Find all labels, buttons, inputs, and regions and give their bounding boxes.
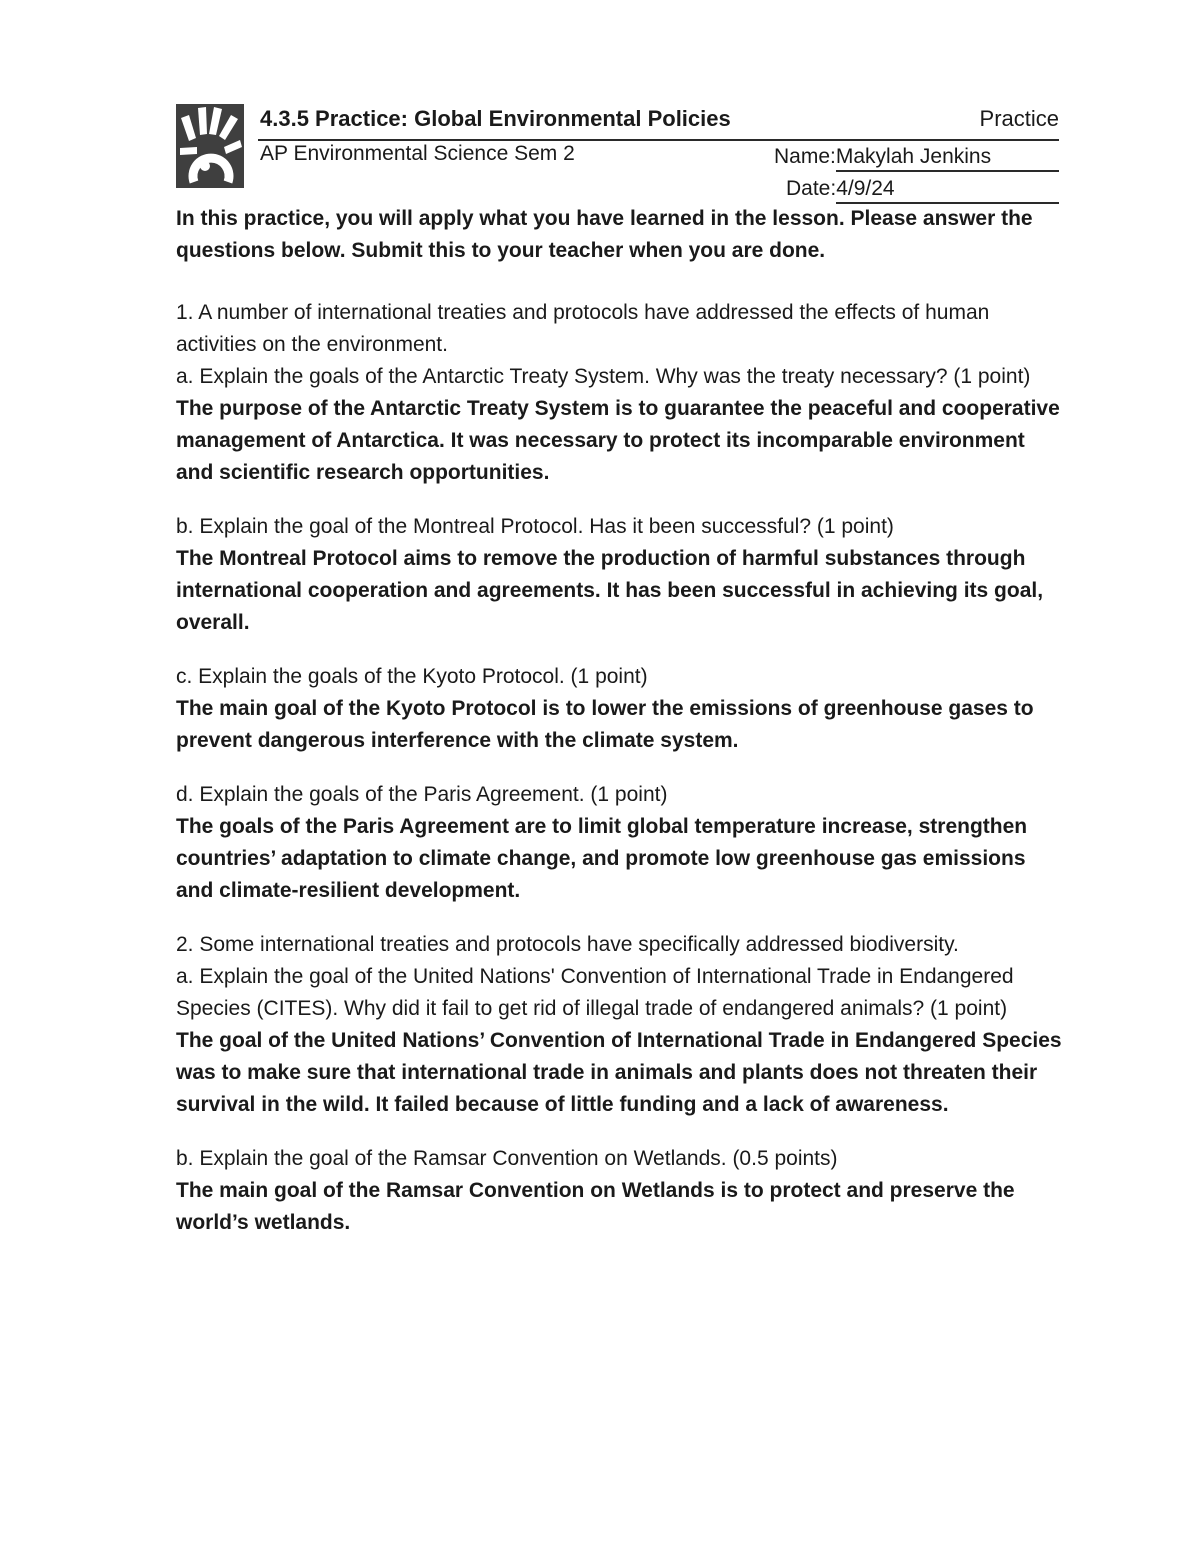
instructions: In this practice, you will apply what you have learned in the lesson. Please answer the questions below. Submit this to your teacher when you are done. bbox=[176, 207, 1033, 262]
question-1d: d. Explain the goals of the Paris Agreement. (1 point) bbox=[176, 783, 668, 806]
name-value: Makylah Jenkins bbox=[835, 145, 992, 168]
answer-1b: The Montreal Protocol aims to remove the production of harmful substances through international cooperation and agreements. It has been successful in achieving its goal, overall. bbox=[176, 547, 1044, 634]
name-underline bbox=[836, 170, 1059, 172]
date-value: 4/9/24 bbox=[836, 177, 895, 200]
question-2b: b. Explain the goal of the Ramsar Convention on Wetlands. (0.5 points) bbox=[176, 1147, 838, 1170]
question-2-intro: 2. Some international treaties and protocols have specifically addressed biodiversity. bbox=[176, 933, 959, 956]
document-title: 4.3.5 Practice: Global Environmental Policies bbox=[260, 106, 731, 131]
question-1a: a. Explain the goals of the Antarctic Treaty System. Why was the treaty necessary? (1 point) bbox=[176, 365, 1031, 388]
header-divider bbox=[258, 139, 1059, 141]
answer-1d: The goals of the Paris Agreement are to limit global temperature increase, strengthen countries’ adaptation to climate change, and promote low greenhouse gas emissions and climate-resilient development. bbox=[176, 815, 1028, 902]
question-1-intro: 1. A number of international treaties and protocols have addressed the effects of human activities on the environment. bbox=[176, 301, 990, 356]
sun-head-logo-icon bbox=[176, 104, 244, 188]
document-type-label: Practice bbox=[979, 106, 1059, 131]
question-1b: b. Explain the goal of the Montreal Protocol. Has it been successful? (1 point) bbox=[176, 515, 894, 538]
question-1c: c. Explain the goals of the Kyoto Protocol. (1 point) bbox=[176, 665, 648, 688]
answer-2a: The goal of the United Nations’ Convention of International Trade in Endangered Species was to make sure that international trade in animals and plants does not threaten their survival in the wild. It failed because of little funding and a lack of awareness. bbox=[176, 1029, 1062, 1116]
date-label: Date: bbox=[786, 177, 837, 200]
name-label: Name: bbox=[774, 145, 836, 168]
document-body bbox=[176, 203, 1066, 1239]
name-field bbox=[774, 145, 991, 169]
answer-1a: The purpose of the Antarctic Treaty System is to guarantee the peaceful and cooperative management of Antarctica. It was necessary to protect its incomparable environment and scientific research opportunities. bbox=[176, 397, 1060, 484]
answer-2b: The main goal of the Ramsar Convention on Wetlands is to protect and preserve the world’s wetlands. bbox=[176, 1179, 1015, 1234]
date-field bbox=[786, 177, 895, 201]
answer-1c: The main goal of the Kyoto Protocol is to lower the emissions of greenhouse gases to prevent dangerous interference with the climate system. bbox=[176, 697, 1034, 752]
question-2a: a. Explain the goal of the United Nations' Convention of International Trade in Endangered Species (CITES). Why did it fail to get rid of illegal trade of endangered animals? (1 point) bbox=[176, 965, 1014, 1020]
course-name: AP Environmental Science Sem 2 bbox=[260, 142, 575, 165]
